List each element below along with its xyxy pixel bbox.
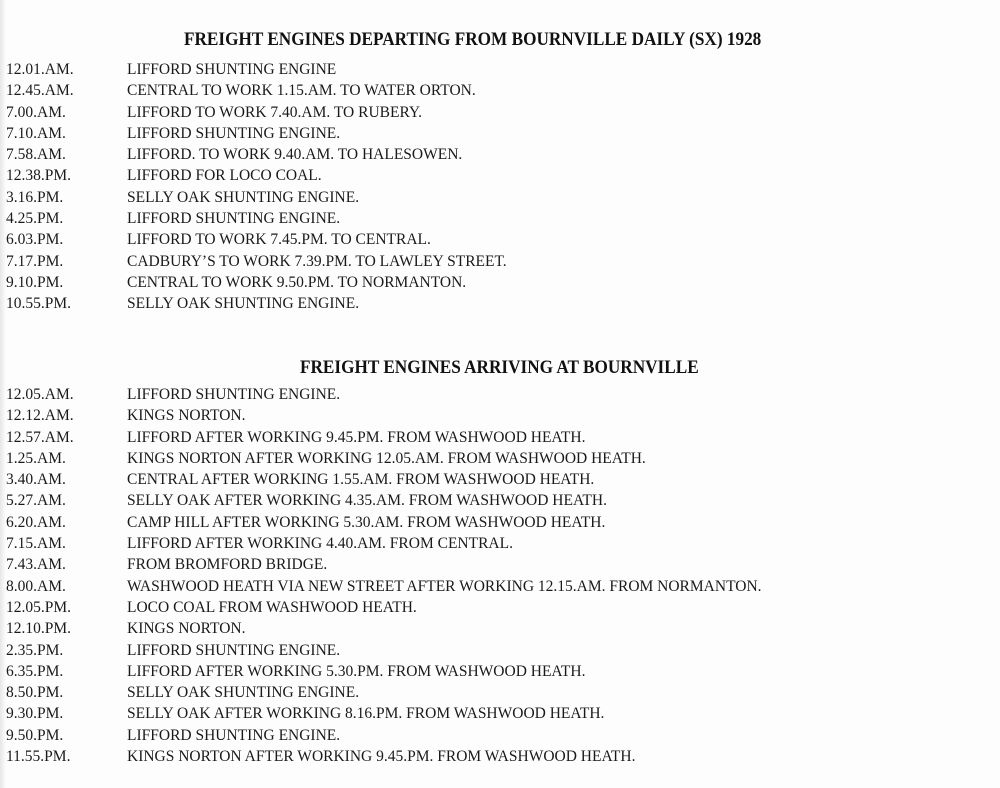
departing-schedule (6, 59, 507, 315)
time-cell: 3.40.AM. (6, 471, 66, 489)
time-cell: 4.25.PM. (6, 210, 64, 228)
description-cell: LIFFORD. TO WORK 9.40.AM. TO HALESOWEN. (127, 146, 463, 164)
time-cell: 2.35.PM. (6, 641, 64, 659)
description-cell: CAMP HILL AFTER WORKING 5.30.AM. FROM WASHWOOD HEATH. (127, 513, 606, 531)
time-cell: 12.01.AM. (6, 61, 74, 78)
departing-heading: FREIGHT ENGINES DEPARTING FROM BOURNVILLE DAILY (SX) 1928 (184, 30, 762, 51)
description-cell: SELLY OAK AFTER WORKING 4.35.AM. FROM WASHWOOD HEATH. (127, 492, 607, 510)
time-cell: 6.20.AM. (6, 513, 66, 531)
description-cell: LIFFORD SHUNTING ENGINE. (127, 641, 341, 659)
description-cell: SELLY OAK SHUNTING ENGINE. (127, 295, 360, 313)
time-cell: 6.03.PM. (6, 231, 64, 249)
time-cell: 12.05.AM. (6, 386, 74, 403)
schedule-row (6, 80, 507, 101)
schedule-row (6, 576, 762, 597)
schedule-row (6, 59, 507, 80)
description-cell: LIFFORD TO WORK 7.45.PM. TO CENTRAL. (127, 231, 431, 249)
time-cell: 7.15.AM. (6, 535, 66, 553)
time-cell: 3.16.PM. (6, 188, 64, 206)
schedule-row (6, 272, 507, 293)
time-cell: 7.58.AM. (6, 146, 66, 164)
time-cell: 12.05.PM. (6, 598, 72, 616)
description-cell: KINGS NORTON. (127, 620, 246, 638)
schedule-row (6, 187, 507, 208)
time-cell: 8.50.PM. (6, 684, 64, 702)
schedule-row (6, 293, 507, 314)
arriving-heading: FREIGHT ENGINES ARRIVING AT BOURNVILLE (300, 358, 699, 379)
schedule-row (6, 448, 762, 469)
time-cell: 7.17.PM. (6, 252, 64, 270)
schedule-row (6, 123, 507, 144)
schedule-row (6, 229, 507, 250)
time-cell: 12.57.AM. (6, 428, 74, 446)
time-cell: 9.50.PM. (6, 726, 64, 744)
description-cell: SELLY OAK SHUNTING ENGINE. (127, 188, 360, 206)
description-cell: LIFFORD FOR LOCO COAL. (127, 167, 322, 185)
time-cell: 9.10.PM. (6, 273, 64, 291)
time-cell: 12.38.PM. (6, 167, 72, 185)
schedule-row (6, 251, 507, 272)
time-cell: 1.25.AM. (6, 449, 66, 467)
schedule-row (6, 490, 762, 511)
time-cell: 7.00.AM. (6, 103, 66, 121)
description-cell: FROM BROMFORD BRIDGE. (127, 556, 328, 574)
schedule-row (6, 469, 762, 490)
description-cell: LIFFORD AFTER WORKING 5.30.PM. FROM WASHWOOD HEATH. (127, 662, 586, 680)
description-cell: KINGS NORTON AFTER WORKING 9.45.PM. FROM WASHWOOD HEATH. (127, 748, 636, 766)
schedule-row (6, 165, 507, 186)
description-cell: LIFFORD SHUNTING ENGINE. (127, 386, 341, 403)
schedule-row (6, 533, 762, 554)
description-cell: WASHWOOD HEATH VIA NEW STREET AFTER WORKING 12.15.AM. FROM NORMANTON. (127, 577, 762, 595)
description-cell: SELLY OAK AFTER WORKING 8.16.PM. FROM WASHWOOD HEATH. (127, 705, 605, 723)
schedule-row (6, 554, 762, 575)
schedule-row (6, 640, 762, 661)
time-cell: 11.55.PM. (6, 748, 71, 766)
time-cell: 6.35.PM. (6, 662, 64, 680)
schedule-row (6, 512, 762, 533)
schedule-row (6, 661, 762, 682)
description-cell: LOCO COAL FROM WASHWOOD HEATH. (127, 598, 417, 616)
schedule-row (6, 102, 507, 123)
time-cell: 12.10.PM. (6, 620, 72, 638)
description-cell: LIFFORD SHUNTING ENGINE. (127, 124, 341, 142)
time-cell: 5.27.AM. (6, 492, 66, 510)
schedule-row (6, 597, 762, 618)
description-cell: LIFFORD AFTER WORKING 9.45.PM. FROM WASHWOOD HEATH. (127, 428, 586, 446)
schedule-row (6, 703, 762, 724)
schedule-row (6, 682, 762, 703)
time-cell: 7.10.AM. (6, 124, 66, 142)
description-cell: CENTRAL TO WORK 1.15.AM. TO WATER ORTON. (127, 82, 476, 100)
time-cell: 8.00.AM. (6, 577, 66, 595)
description-cell: CENTRAL TO WORK 9.50.PM. TO NORMANTON. (127, 273, 467, 291)
description-cell: LIFFORD SHUNTING ENGINE. (127, 726, 341, 744)
time-cell: 7.43.AM. (6, 556, 66, 574)
description-cell: KINGS NORTON. (127, 407, 246, 425)
description-cell: LIFFORD TO WORK 7.40.AM. TO RUBERY. (127, 103, 422, 121)
schedule-row (6, 144, 507, 165)
schedule-row (6, 384, 762, 405)
time-cell: 10.55.PM. (6, 295, 72, 313)
description-cell: LIFFORD SHUNTING ENGINE (127, 61, 337, 78)
schedule-row (6, 725, 762, 746)
schedule-row (6, 405, 762, 426)
schedule-row (6, 618, 762, 639)
description-cell: LIFFORD SHUNTING ENGINE. (127, 210, 341, 228)
time-cell: 12.12.AM. (6, 407, 74, 425)
description-cell: CENTRAL AFTER WORKING 1.55.AM. FROM WASHWOOD HEATH. (127, 471, 595, 489)
description-cell: SELLY OAK SHUNTING ENGINE. (127, 684, 360, 702)
time-cell: 12.45.AM. (6, 82, 74, 100)
description-cell: CADBURY’S TO WORK 7.39.PM. TO LAWLEY STREET. (127, 252, 507, 270)
time-cell: 9.30.PM. (6, 705, 64, 723)
schedule-row (6, 746, 762, 767)
schedule-row (6, 427, 762, 448)
arriving-schedule (6, 384, 762, 767)
description-cell: LIFFORD AFTER WORKING 4.40.AM. FROM CENTRAL. (127, 535, 513, 553)
description-cell: KINGS NORTON AFTER WORKING 12.05.AM. FROM WASHWOOD HEATH. (127, 449, 646, 467)
schedule-row (6, 208, 507, 229)
